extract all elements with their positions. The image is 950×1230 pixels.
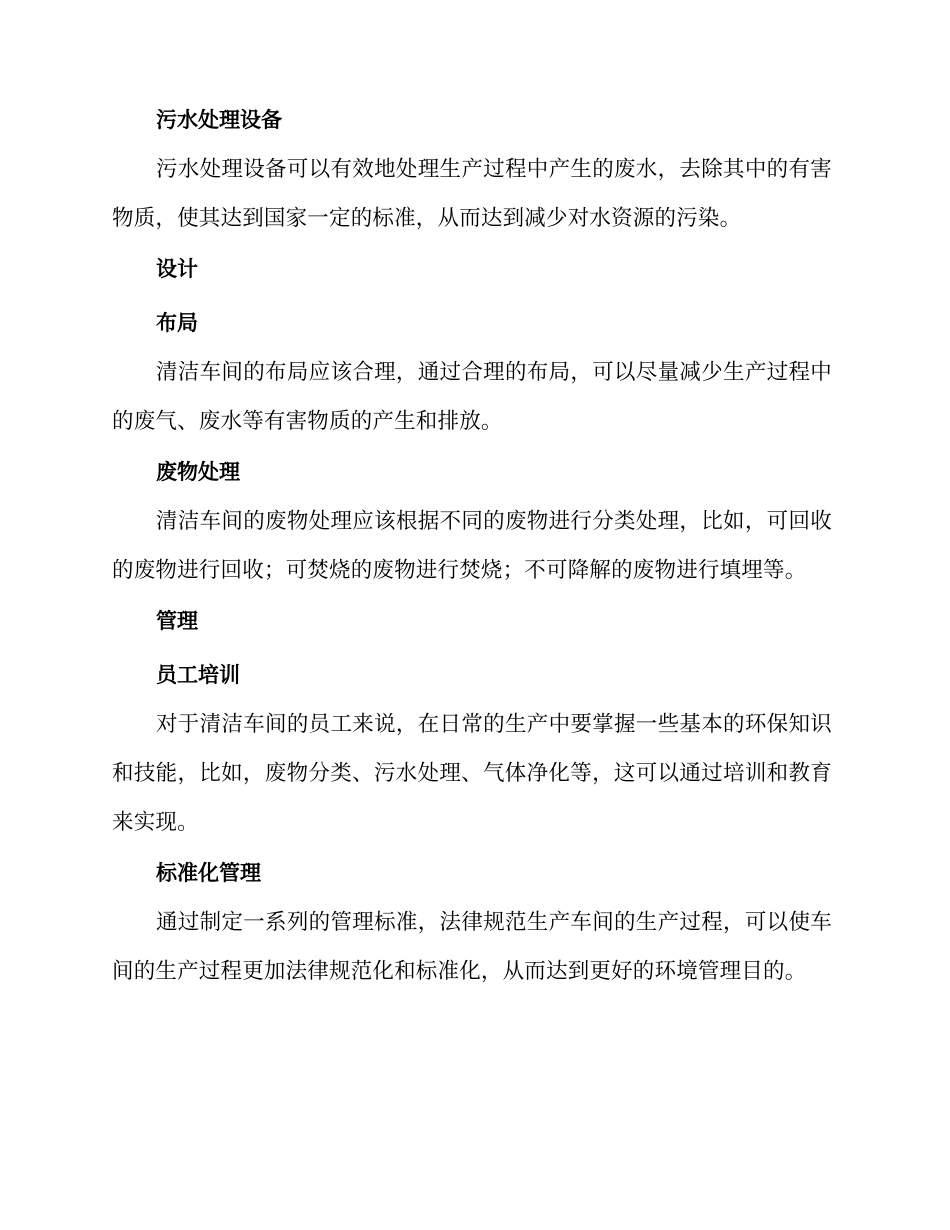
section-heading-standardized-management: 标准化管理 (156, 861, 261, 885)
paragraph-staff-training: 对于清洁车间的员工来说，在日常的生产中要掌握一些基本的环保知识和技能，比如，废物分类、污水处理、气体净化等，这可以通过培训和教育来实现。 (112, 712, 832, 835)
section-heading-layout: 布局 (156, 311, 198, 335)
paragraph-layout: 清洁车间的布局应该合理，通过合理的布局，可以尽量减少生产过程中的废气、废水等有害物质的产生和排放。 (112, 360, 832, 434)
document-page (112, 104, 832, 1006)
paragraph-waste-treatment: 清洁车间的废物处理应该根据不同的废物进行分类处理，比如，可回收的废物进行回收；可焚烧的废物进行焚烧；不可降解的废物进行填埋等。 (112, 509, 832, 583)
section-heading-waste-treatment: 废物处理 (156, 460, 240, 484)
section-heading-sewage-equipment: 污水处理设备 (156, 108, 282, 132)
section-heading-staff-training: 员工培训 (156, 663, 240, 687)
section-heading-management: 管理 (156, 609, 198, 633)
paragraph-standardized-management: 通过制定一系列的管理标准，法律规范生产车间的生产过程，可以使车间的生产过程更加法律规范化和标准化，从而达到更好的环境管理目的。 (112, 910, 832, 984)
section-heading-design: 设计 (156, 257, 198, 281)
paragraph-sewage-equipment: 污水处理设备可以有效地处理生产过程中产生的废水，去除其中的有害物质，使其达到国家一定的标准，从而达到减少对水资源的污染。 (112, 157, 832, 231)
